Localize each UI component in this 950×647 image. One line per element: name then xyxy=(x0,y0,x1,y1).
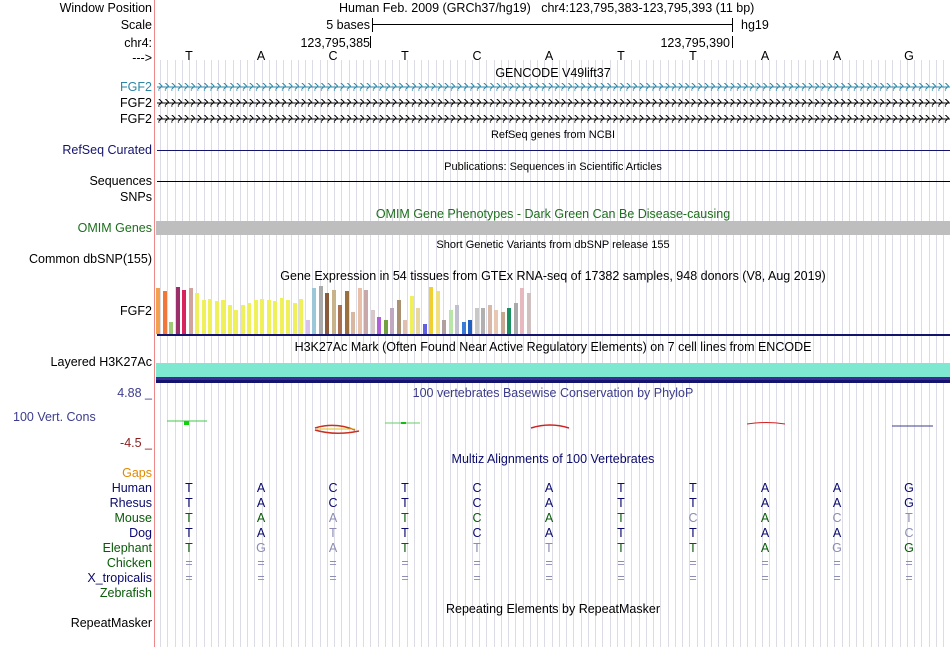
gtex-tissue-bar[interactable] xyxy=(293,303,297,334)
aligned-base: = xyxy=(689,571,697,585)
species-alignment-row[interactable] xyxy=(155,556,950,571)
aligned-base: T xyxy=(185,481,193,495)
aligned-base: A xyxy=(760,541,770,555)
chrom-label: chr4: xyxy=(124,36,152,50)
aligned-base: T xyxy=(617,526,625,540)
aligned-base: G xyxy=(256,541,266,555)
gtex-tissue-bar[interactable] xyxy=(156,288,160,334)
omim-track-title[interactable]: OMIM Gene Phenotypes - Dark Green Can Be Disease-causing xyxy=(375,207,731,221)
aligned-base: A xyxy=(544,481,554,495)
coord-right: 123,795,390 xyxy=(660,36,730,50)
aligned-base: T xyxy=(401,526,409,540)
aligned-base: = xyxy=(833,571,841,585)
aligned-base: C xyxy=(472,526,482,540)
gtex-tissue-bar[interactable] xyxy=(384,320,388,334)
phylop-track-label[interactable]: 100 Vert. Cons xyxy=(13,410,96,424)
aligned-base: A xyxy=(832,481,842,495)
window-position-value: Human Feb. 2009 (GRCh37/hg19) chr4:123,795,383-123,795,393 (11 bp) xyxy=(339,1,755,15)
aligned-base: T xyxy=(401,481,409,495)
publications-sequence-line[interactable] xyxy=(157,181,950,182)
base-letter: T xyxy=(689,49,697,63)
gencode-gene-label-1[interactable]: FGF2 xyxy=(120,80,152,94)
gtex-tissue-bar[interactable] xyxy=(325,293,329,334)
aligned-base: = xyxy=(905,556,913,570)
publications-sequences-label[interactable]: Sequences xyxy=(89,174,152,188)
gtex-tissue-bar[interactable] xyxy=(449,310,453,334)
gtex-tissue-bar[interactable] xyxy=(247,303,251,334)
aligned-base: = xyxy=(905,571,913,585)
aligned-base: = xyxy=(761,571,769,585)
aligned-base: = xyxy=(257,556,265,570)
aligned-base: = xyxy=(617,571,625,585)
base-letter: G xyxy=(904,49,914,63)
aligned-base: A xyxy=(256,526,266,540)
base-letter: A xyxy=(544,49,554,63)
aligned-base: G xyxy=(904,481,914,495)
multiz-gaps-label: Gaps xyxy=(122,466,152,480)
gtex-tissue-bar[interactable] xyxy=(416,308,420,334)
multiz-track-title[interactable]: Multiz Alignments of 100 Vertebrates xyxy=(451,452,655,466)
aligned-base: = xyxy=(401,556,409,570)
aligned-base: A xyxy=(544,511,554,525)
h3k27ac-track-title[interactable]: H3K27Ac Mark (Often Found Near Active Regulatory Elements) on 7 cell lines from ENCODE xyxy=(294,340,812,354)
gtex-tissue-bar[interactable] xyxy=(390,308,394,334)
gtex-tissue-bar[interactable] xyxy=(208,299,212,334)
publications-snps-label[interactable]: SNPs xyxy=(120,190,152,204)
gtex-tissue-bar[interactable] xyxy=(299,299,303,334)
species-label[interactable]: Elephant xyxy=(102,541,152,555)
aligned-base: A xyxy=(256,496,266,510)
species-label[interactable]: Chicken xyxy=(106,556,152,570)
gtex-expression-bars[interactable] xyxy=(156,284,536,334)
repeatmasker-track-label[interactable]: RepeatMasker xyxy=(70,616,152,630)
species-alignment-row[interactable] xyxy=(155,586,950,601)
aligned-base: A xyxy=(760,496,770,510)
gtex-tissue-bar[interactable] xyxy=(442,320,446,334)
species-label[interactable]: X_tropicalis xyxy=(87,571,152,585)
aligned-base: T xyxy=(617,541,625,555)
species-label[interactable]: Dog xyxy=(129,526,152,540)
aligned-base: T xyxy=(689,496,697,510)
h3k27ac-signal[interactable] xyxy=(156,363,950,377)
aligned-base: T xyxy=(905,511,913,525)
omim-track-label[interactable]: OMIM Genes xyxy=(77,221,152,235)
aligned-base: T xyxy=(185,526,193,540)
gtex-tissue-bar[interactable] xyxy=(377,317,381,334)
aligned-base: T xyxy=(545,541,553,555)
omim-phenotype-bar[interactable] xyxy=(156,221,950,235)
gtex-tissue-bar[interactable] xyxy=(338,305,342,334)
aligned-base: = xyxy=(329,556,337,570)
gtex-tissue-bar[interactable] xyxy=(423,324,427,334)
scale-assembly: hg19 xyxy=(741,18,769,32)
aligned-base: A xyxy=(256,481,266,495)
gtex-track-title[interactable]: Gene Expression in 54 tissues from GTEx RNA-seq of 17382 samples, 948 donors (V8, Aug 2019) xyxy=(280,269,826,283)
aligned-base: = xyxy=(473,571,481,585)
aligned-base: = xyxy=(185,556,193,570)
aligned-base: = xyxy=(761,556,769,570)
aligned-base: A xyxy=(328,511,338,525)
aligned-base: = xyxy=(401,571,409,585)
gtex-tissue-bar[interactable] xyxy=(169,322,173,334)
coord-left-tick xyxy=(370,36,371,48)
gtex-tissue-bar[interactable] xyxy=(403,320,407,334)
aligned-base: A xyxy=(832,496,842,510)
aligned-base: = xyxy=(329,571,337,585)
scale-bar xyxy=(372,24,733,25)
gtex-tissue-bar[interactable] xyxy=(228,305,232,334)
aligned-base: A xyxy=(544,526,554,540)
gtex-tissue-bar[interactable] xyxy=(371,310,375,334)
gtex-tissue-bar[interactable] xyxy=(254,300,258,334)
species-alignment-row[interactable] xyxy=(155,481,950,496)
gtex-tissue-bar[interactable] xyxy=(494,310,498,334)
dbsnp-track-label[interactable]: Common dbSNP(155) xyxy=(29,252,152,266)
aligned-base: G xyxy=(904,496,914,510)
gtex-tissue-bar[interactable] xyxy=(514,303,518,334)
aligned-base: G xyxy=(904,541,914,555)
aligned-base: A xyxy=(256,511,266,525)
gtex-tissue-bar[interactable] xyxy=(436,291,440,334)
scale-bar-right-tick xyxy=(732,18,733,32)
base-letter: C xyxy=(472,49,482,63)
gtex-tissue-bar[interactable] xyxy=(429,287,433,334)
aligned-base: G xyxy=(832,541,842,555)
gtex-tissue-bar[interactable] xyxy=(410,296,414,334)
aligned-base: A xyxy=(760,511,770,525)
phylop-min-label: -4.5 _ xyxy=(120,436,152,450)
aligned-base: A xyxy=(832,526,842,540)
gtex-tissue-bar[interactable] xyxy=(286,300,290,334)
gtex-tissue-bar[interactable] xyxy=(280,298,284,334)
base-letter: C xyxy=(328,49,338,63)
aligned-base: T xyxy=(689,526,697,540)
gtex-tissue-bar[interactable] xyxy=(189,288,193,334)
phylop-max-label: 4.88 _ xyxy=(117,386,152,400)
aligned-base: T xyxy=(185,496,193,510)
base-letter: T xyxy=(617,49,625,63)
gtex-tissue-bar[interactable] xyxy=(520,288,524,334)
h3k27ac-base-2 xyxy=(156,380,950,383)
gtex-tissue-bar[interactable] xyxy=(260,299,264,334)
gtex-tissue-bar[interactable] xyxy=(306,320,310,334)
gencode-transcripts[interactable] xyxy=(157,82,950,124)
aligned-base: T xyxy=(401,496,409,510)
gtex-tissue-bar[interactable] xyxy=(455,305,459,334)
strand-arrow-label: ---> xyxy=(132,51,152,65)
aligned-base: C xyxy=(328,481,338,495)
gtex-tissue-bar[interactable] xyxy=(358,288,362,334)
species-alignment-row[interactable] xyxy=(155,541,950,556)
species-alignment-row[interactable] xyxy=(155,496,950,511)
refseq-track-title[interactable]: RefSeq genes from NCBI xyxy=(490,129,616,141)
aligned-base: = xyxy=(617,556,625,570)
gencode-gene-label-2[interactable]: FGF2 xyxy=(120,96,152,110)
aligned-base: = xyxy=(689,556,697,570)
aligned-base: T xyxy=(329,526,337,540)
gtex-tissue-bar[interactable] xyxy=(234,310,238,334)
aligned-base: A xyxy=(760,481,770,495)
gtex-tissue-bar[interactable] xyxy=(332,290,336,334)
aligned-base: C xyxy=(472,496,482,510)
coord-right-tick xyxy=(732,36,733,48)
repeatmasker-track-title[interactable]: Repeating Elements by RepeatMasker xyxy=(445,602,660,616)
aligned-base: A xyxy=(760,526,770,540)
gtex-tissue-bar[interactable] xyxy=(351,312,355,334)
scale-bar-left-tick xyxy=(372,18,373,32)
aligned-base: T xyxy=(689,481,697,495)
base-letter: A xyxy=(832,49,842,63)
base-letter: A xyxy=(256,49,266,63)
phylop-wiggle[interactable] xyxy=(155,414,950,436)
window-position-label: Window Position xyxy=(59,1,152,15)
aligned-base: A xyxy=(328,541,338,555)
gtex-tissue-bar[interactable] xyxy=(462,322,466,334)
species-label[interactable]: Zebrafish xyxy=(99,586,152,600)
species-alignment-row[interactable] xyxy=(155,571,950,586)
gtex-tissue-bar[interactable] xyxy=(215,301,219,334)
aligned-base: T xyxy=(401,541,409,555)
refseq-track-label[interactable]: RefSeq Curated xyxy=(62,143,152,157)
aligned-base: T xyxy=(689,541,697,555)
phylop-track-title[interactable]: 100 vertebrates Basewise Conservation by PhyloP xyxy=(412,386,694,400)
base-letter: T xyxy=(401,49,409,63)
aligned-base: T xyxy=(617,496,625,510)
gtex-track-label[interactable]: FGF2 xyxy=(120,304,152,318)
gtex-tissue-bar[interactable] xyxy=(163,291,167,334)
scale-text: 5 bases xyxy=(326,18,370,32)
aligned-base: T xyxy=(473,541,481,555)
aligned-base: C xyxy=(472,481,482,495)
gtex-tissue-bar[interactable] xyxy=(182,290,186,334)
species-label[interactable]: Rhesus xyxy=(109,496,152,510)
gtex-tissue-bar[interactable] xyxy=(241,305,245,334)
gencode-gene-label-3[interactable]: FGF2 xyxy=(120,112,152,126)
aligned-base: T xyxy=(617,481,625,495)
aligned-base: T xyxy=(401,511,409,525)
gtex-tissue-bar[interactable] xyxy=(501,312,505,334)
gtex-tissue-bar[interactable] xyxy=(319,286,323,334)
gencode-track-title[interactable]: GENCODE V49lift37 xyxy=(495,66,611,80)
aligned-base: C xyxy=(328,496,338,510)
aligned-base: = xyxy=(185,571,193,585)
aligned-base: = xyxy=(545,556,553,570)
multiz-alignment-rows[interactable] xyxy=(155,481,950,601)
h3k27ac-track-label[interactable]: Layered H3K27Ac xyxy=(50,355,152,369)
aligned-base: C xyxy=(472,511,482,525)
gtex-tissue-bar[interactable] xyxy=(202,300,206,334)
gtex-baseline xyxy=(157,334,950,336)
species-alignment-row[interactable] xyxy=(155,526,950,541)
gtex-tissue-bar[interactable] xyxy=(475,308,479,334)
species-label[interactable]: Human xyxy=(111,481,152,495)
gtex-tissue-bar[interactable] xyxy=(195,293,199,334)
aligned-base: A xyxy=(544,496,554,510)
base-letter: A xyxy=(760,49,770,63)
aligned-base: C xyxy=(904,526,914,540)
aligned-base: C xyxy=(832,511,842,525)
gtex-tissue-bar[interactable] xyxy=(267,300,271,334)
gtex-tissue-bar[interactable] xyxy=(527,293,531,334)
aligned-base: T xyxy=(185,541,193,555)
gtex-tissue-bar[interactable] xyxy=(364,290,368,334)
gtex-tissue-bar[interactable] xyxy=(488,305,492,334)
species-alignment-row[interactable] xyxy=(155,511,950,526)
aligned-base: = xyxy=(833,556,841,570)
aligned-base: C xyxy=(688,511,698,525)
gtex-tissue-bar[interactable] xyxy=(345,291,349,334)
gtex-tissue-bar[interactable] xyxy=(481,308,485,334)
gtex-tissue-bar[interactable] xyxy=(273,301,277,334)
coord-left: 123,795,385 xyxy=(300,36,370,50)
dbsnp-track-title[interactable]: Short Genetic Variants from dbSNP release 155 xyxy=(436,239,670,251)
aligned-base: = xyxy=(473,556,481,570)
species-label[interactable]: Mouse xyxy=(114,511,152,525)
base-sequence-row xyxy=(155,49,950,63)
gtex-tissue-bar[interactable] xyxy=(468,320,472,334)
publications-track-title[interactable]: Publications: Sequences in Scientific Articles xyxy=(444,161,662,173)
gtex-tissue-bar[interactable] xyxy=(507,308,511,334)
gtex-tissue-bar[interactable] xyxy=(397,300,401,334)
gtex-tissue-bar[interactable] xyxy=(176,287,180,334)
aligned-base: T xyxy=(185,511,193,525)
scale-label: Scale xyxy=(120,18,152,32)
refseq-gene-line[interactable] xyxy=(157,150,950,151)
aligned-base: T xyxy=(617,511,625,525)
gtex-tissue-bar[interactable] xyxy=(221,300,225,334)
aligned-base: = xyxy=(545,571,553,585)
aligned-base: = xyxy=(257,571,265,585)
gtex-tissue-bar[interactable] xyxy=(312,288,316,334)
base-letter: T xyxy=(185,49,193,63)
